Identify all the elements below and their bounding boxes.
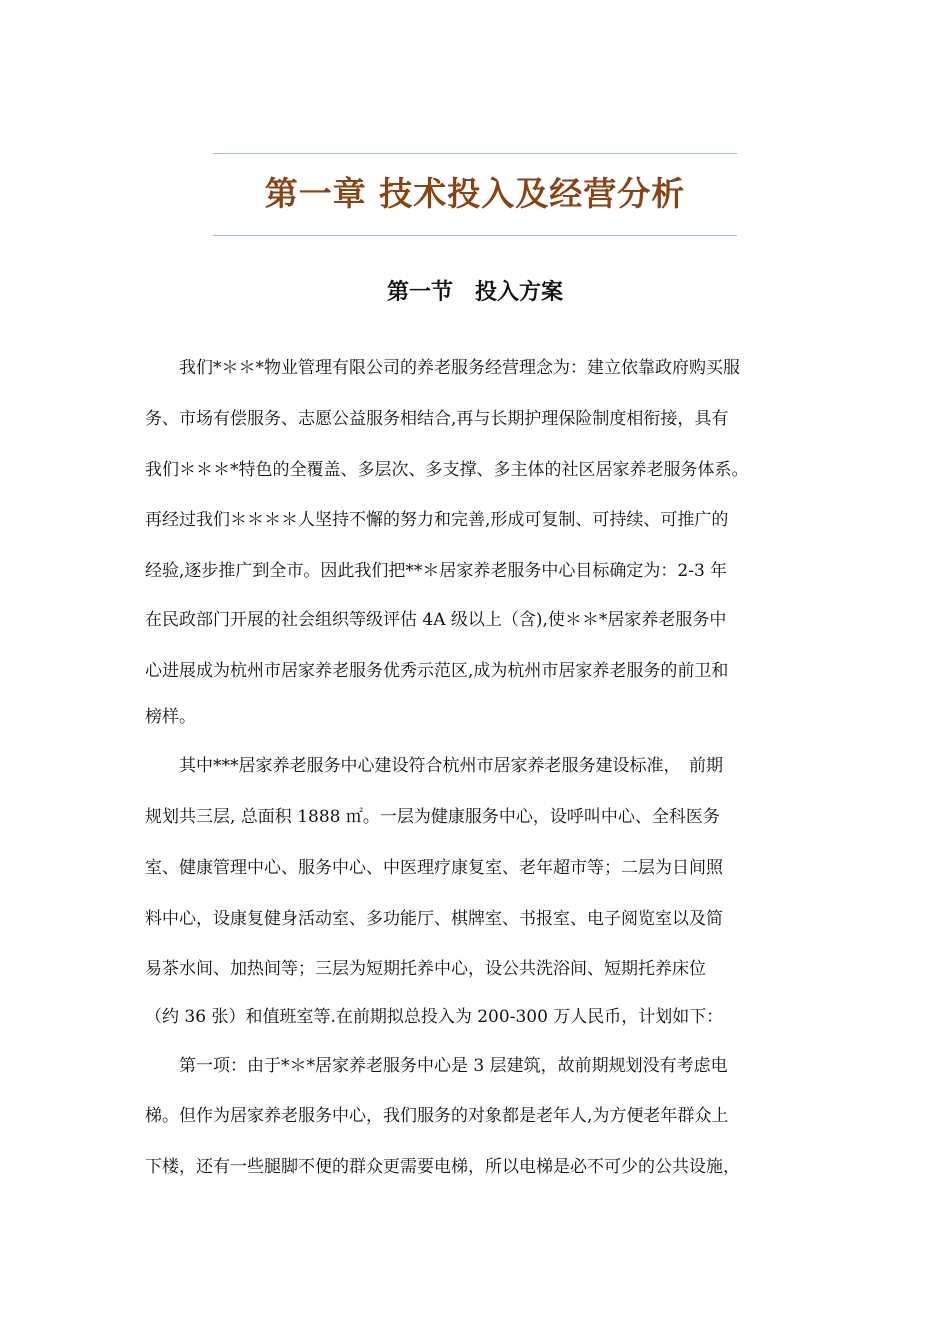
body-line: 梯。但作为居家养老服务中心，我们服务的对象都是老年人,为方便老年群众上 <box>145 1106 729 1126</box>
body-line: 经验,逐步推广到全市。因此我们把**＊居家养老服务中心目标确定为：2-3 年 <box>145 561 728 581</box>
body-line: 下楼，还有一些腿脚不便的群众更需要电梯，所以电梯是必不可少的公共设施， <box>145 1157 740 1177</box>
body-line: 榜样。 <box>145 707 196 727</box>
body-line: 易茶水间、加热间等；三层为短期托养中心，设公共洗浴间、短期托养床位 <box>145 959 706 979</box>
body-line: 料中心，设康复健身活动室、多功能厅、棋牌室、书报室、电子阅览室以及简 <box>145 909 723 929</box>
body-line: 在民政部门开展的社会组织等级评估 4A 级以上（含),使＊＊*居家养老服务中 <box>145 610 727 630</box>
body-line: 心进展成为杭州市居家养老服务优秀示范区,成为杭州市居家养老服务的前卫和 <box>145 661 729 681</box>
body-line: 第一项：由于*＊*居家养老服务中心是 3 层建筑，故前期规划没有考虑电 <box>145 1056 728 1076</box>
title-rule-bottom <box>213 235 737 236</box>
body-line: 其中***居家养老服务中心建设符合杭州市居家养老服务建设标准， 前期 <box>145 756 723 776</box>
body-line: （约 36 张）和值班室等.在前期拟总投入为 200-300 万人民币，计划如下： <box>145 1007 724 1027</box>
body-line: 我们＊＊＊*特色的全覆盖、多层次、多支撑、多主体的社区居家养老服务体系。 <box>145 460 749 480</box>
body-line: 规划共三层, 总面积 1888 ㎡。一层为健康服务中心，设呼叫中心、全科医务 <box>145 807 720 827</box>
section-title: 第一节 投入方案 <box>386 279 563 305</box>
body-line: 我们*＊＊*物业管理有限公司的养老服务经营理念为：建立依靠政府购买服 <box>145 358 740 378</box>
body-line: 务、市场有偿服务、志愿公益服务相结合,再与长期护理保险制度相衔接，具有 <box>145 409 729 429</box>
chapter-title: 第一章 技术投入及经营分析 <box>264 174 686 213</box>
body-line: 再经过我们＊＊＊＊人坚持不懈的努力和完善,形成可复制、可持续、可推广的 <box>145 510 729 530</box>
body-line: 室、健康管理中心、服务中心、中医理疗康复室、老年超市等；二层为日间照 <box>145 858 723 878</box>
title-rule-top <box>213 153 737 154</box>
